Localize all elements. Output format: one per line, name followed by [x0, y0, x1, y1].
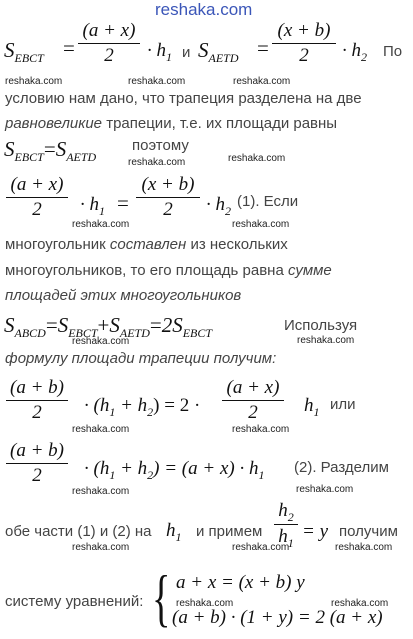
text-span: · (h: [84, 395, 110, 416]
text-span: ) = 2 ·: [153, 395, 201, 416]
formula-s-ebct: [4, 38, 44, 63]
sub-2: 2: [361, 50, 367, 64]
fraction-x-plus-b: [272, 20, 336, 67]
sub-aetd: AETD: [66, 150, 97, 164]
fraction-a-plus-x: [78, 20, 140, 67]
sub-1: 1: [258, 468, 265, 482]
denominator: 2: [299, 45, 309, 67]
conjunction-and: и: [182, 44, 191, 61]
fraction-bar: [136, 197, 200, 198]
watermark: reshaka.com: [176, 598, 234, 609]
text-divide: (2). Разделим: [294, 459, 389, 476]
denominator: 2: [248, 402, 258, 424]
system-eq2: (a + b) · (1 + y) = 2 (a + x): [172, 607, 383, 628]
sub-1: 1: [313, 405, 320, 419]
s-symbol: S: [109, 313, 120, 337]
text-span: + h: [115, 395, 148, 416]
equals: =: [117, 191, 129, 215]
sub-aetd: AETD: [119, 326, 150, 340]
dot-h: · h: [147, 40, 166, 61]
italic-term: равновеликие: [5, 115, 103, 132]
text-line: [5, 262, 332, 279]
sub-1: 1: [175, 530, 182, 544]
sub-2: 2: [147, 468, 154, 482]
text-span: из нескольких: [186, 236, 288, 253]
text-accept: и примем: [196, 523, 263, 540]
formula-sum-areas: [4, 313, 212, 338]
sub-2: 2: [287, 510, 294, 524]
dot-h: · h: [342, 40, 361, 61]
h-symbol: h: [278, 500, 288, 521]
text-line: [5, 115, 337, 132]
fraction-a-plus-b: [6, 440, 68, 487]
plus: +: [97, 313, 110, 337]
fraction-bar: [274, 524, 298, 525]
sub-1: 1: [109, 468, 116, 482]
sub-2: 2: [147, 405, 154, 419]
text-span: многоугольник: [5, 236, 110, 253]
text-span: ) = (a + x) · h: [153, 458, 259, 479]
text-span: многоугольников, то его площадь равна: [5, 262, 288, 279]
sub-ebct: EBCT: [182, 326, 213, 340]
text-span: + h: [115, 458, 148, 479]
h-symbol: h: [166, 520, 176, 541]
numerator: (a + b): [10, 377, 64, 398]
text-get: получим: [339, 523, 398, 540]
italic-term: сумме: [287, 262, 332, 279]
denominator: 2: [32, 465, 42, 487]
numerator: (x + b): [277, 20, 331, 41]
equals: =: [43, 137, 56, 161]
sub-1: 1: [109, 405, 116, 419]
watermark: reshaka.com: [72, 424, 130, 435]
text-line: [5, 236, 288, 253]
watermark: reshaka.com: [297, 335, 355, 346]
text-or: или: [330, 396, 356, 413]
fraction-bar: [78, 43, 140, 44]
text-line: формулу площади трапеции получим:: [5, 350, 277, 367]
text-system: систему уравнений:: [5, 593, 144, 610]
h1: [166, 520, 182, 542]
text-line: условию нам дано, что трапеция разделена на две: [5, 90, 362, 107]
watermark: reshaka.com: [233, 76, 291, 87]
s-symbol: S: [4, 137, 15, 161]
watermark: reshaka.com: [72, 219, 130, 230]
text-line: площадей этих многоугольников: [5, 287, 242, 304]
s-symbol: S: [4, 313, 15, 337]
watermark: reshaka.com: [232, 219, 290, 230]
text-if: (1). Если: [237, 193, 299, 210]
h1: [304, 395, 320, 417]
sub-1: 1: [287, 536, 294, 551]
watermark: reshaka.com: [5, 76, 63, 87]
watermark: reshaka.com: [232, 542, 290, 553]
dot-h2: [206, 194, 231, 216]
sub-abcd: ABCD: [14, 326, 46, 340]
fraction-bar: [6, 197, 68, 198]
denominator: 2: [32, 199, 42, 221]
sub-aetd: AETD: [208, 51, 239, 65]
fraction-x-plus-b: [136, 174, 200, 221]
denominator: 2: [32, 402, 42, 424]
formula-s-aetd: [198, 38, 239, 63]
fraction-a-plus-x: [6, 174, 68, 221]
dot-h: · h: [206, 194, 225, 215]
text-using: Используя: [284, 317, 358, 334]
text-po: По: [383, 43, 403, 60]
h-symbol: h: [278, 526, 288, 548]
dot-h2: [342, 40, 367, 62]
dot-h1: [147, 40, 172, 62]
fraction-bar: [6, 463, 68, 464]
fraction-a-plus-b: [6, 377, 68, 424]
site-title[interactable]: reshaka.com: [155, 0, 253, 19]
height-sum: [84, 458, 264, 480]
sub-1: 1: [166, 50, 172, 64]
s-symbol: S: [57, 313, 69, 337]
watermark: reshaka.com: [72, 542, 130, 553]
watermark: reshaka.com: [228, 153, 286, 164]
denominator: 2: [163, 199, 173, 221]
sub-ebct: EBCT: [68, 326, 98, 340]
text-span: · (h: [84, 458, 110, 479]
sub-2: 2: [225, 204, 231, 218]
sub-1: 1: [99, 204, 105, 218]
equals: =: [149, 313, 162, 337]
numerator: [274, 500, 298, 523]
formula-equal-areas: [4, 137, 96, 162]
numerator: (x + b): [141, 174, 195, 195]
equals: =: [63, 36, 75, 60]
denominator: 2: [104, 45, 114, 67]
watermark: reshaka.com: [335, 542, 393, 553]
s-symbol: S: [4, 38, 15, 62]
text-span: трапеции, т.е. их площади равны: [102, 115, 338, 132]
numerator: (a + b): [10, 440, 64, 461]
numerator: (a + x): [226, 377, 280, 398]
h-symbol: h: [304, 395, 314, 416]
sub-ebct: EBCT: [14, 51, 44, 65]
s-symbol: S: [55, 137, 67, 161]
fraction-a-plus-x: [222, 377, 284, 424]
fraction-bar: [272, 43, 336, 44]
numerator: (a + x): [82, 20, 136, 41]
fraction-bar: [6, 400, 68, 401]
watermark: reshaka.com: [296, 484, 354, 495]
height-sum: [84, 395, 200, 417]
watermark: reshaka.com: [128, 76, 186, 87]
italic-term: составлен: [109, 236, 187, 253]
watermark: reshaka.com: [72, 336, 130, 347]
system-eq1: a + x = (x + b) y: [176, 572, 305, 593]
dot-h: · h: [80, 194, 99, 215]
watermark: reshaka.com: [128, 157, 186, 168]
s-symbol: S: [198, 38, 209, 62]
sub-ebct: EBCT: [14, 150, 44, 164]
system-brace: {: [152, 562, 171, 633]
text-therefore: поэтому: [132, 137, 189, 154]
dot-h1: [80, 194, 105, 216]
watermark: reshaka.com: [72, 486, 130, 497]
equals-y: = y: [302, 521, 329, 542]
equals: =: [257, 36, 269, 60]
watermark: reshaka.com: [331, 598, 389, 609]
equals: =: [45, 313, 58, 337]
two-s: 2S: [161, 313, 183, 337]
numerator: (a + x): [10, 174, 64, 195]
fraction-bar: [222, 400, 284, 401]
watermark: reshaka.com: [232, 424, 290, 435]
text-line: обе части (1) и (2) на: [5, 523, 152, 540]
